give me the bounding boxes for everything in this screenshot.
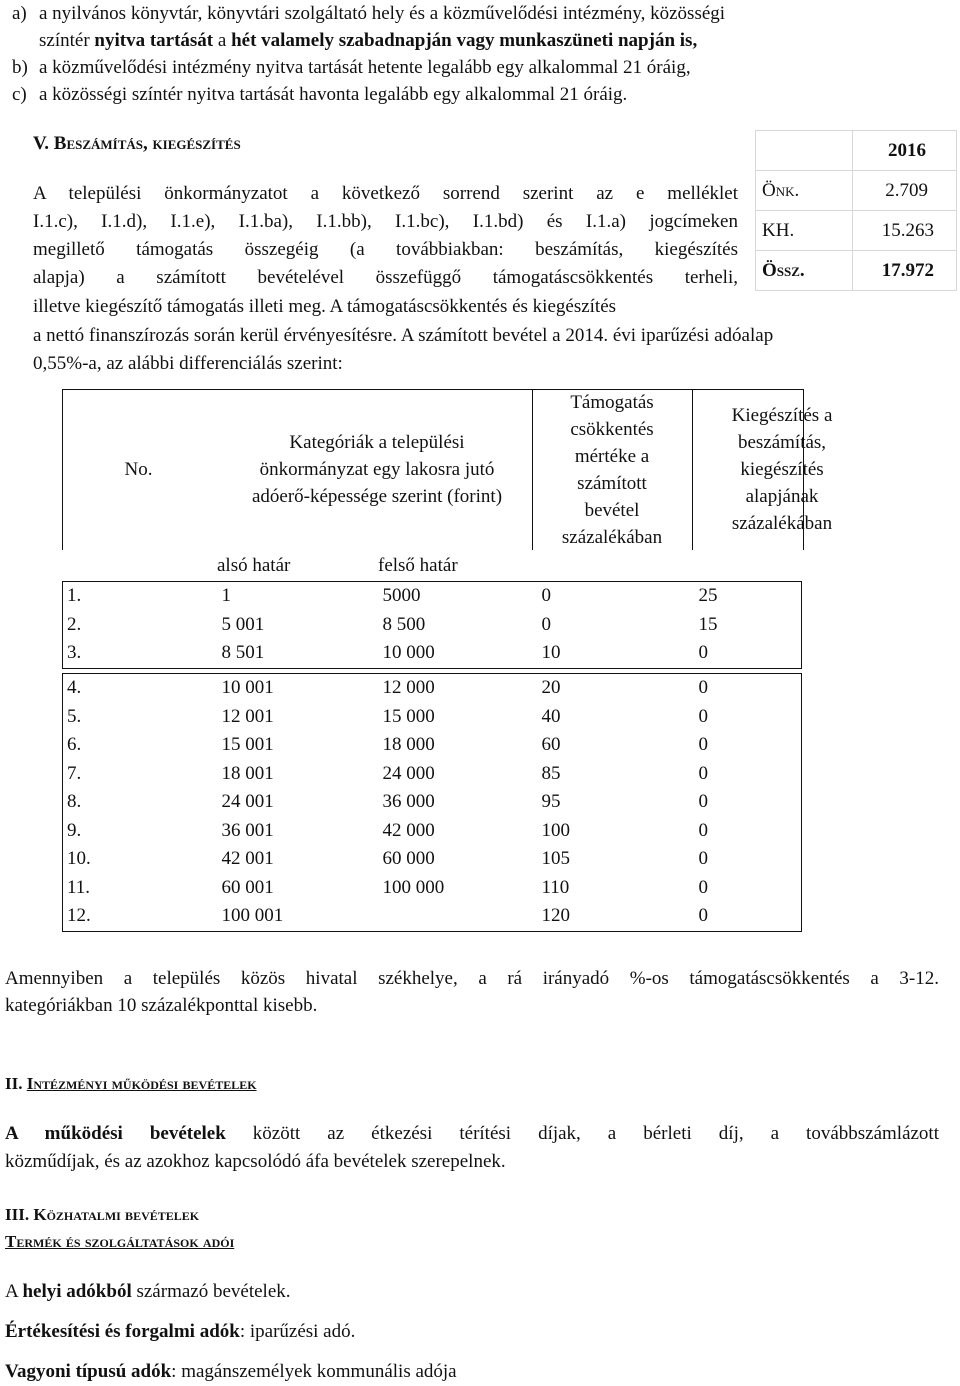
header-lower: alsó határ xyxy=(217,555,291,576)
paragraph-line-5: illetve kiegészítő támogatás illeti meg. A támogatáscsökkentés és kiegészítés xyxy=(33,296,617,317)
list-item-c: c) a közösségi színtér nyitva tartását havonta legalább egy alkalommal 21 óráig. xyxy=(12,84,628,105)
cell-reduction: 0 xyxy=(541,613,551,635)
cell-reduction: 20 xyxy=(538,674,695,703)
section-v-heading: V. Beszámítás, kiegészítés xyxy=(33,133,241,154)
header-supplement: Kiegészítés a beszámítás, kiegészítés alapjának százalékában xyxy=(731,405,833,534)
table-row xyxy=(63,845,802,874)
cell-supplement: 0 xyxy=(695,817,802,846)
cell-reduction: 60 xyxy=(541,734,561,756)
note-line-1: Amennyiben a település közös hivatal székhelye, a rá irányadó %-os támogatáscsökkentés a 3-12. xyxy=(5,968,939,989)
table-row xyxy=(63,817,802,846)
paragraph-line-1: A települési önkormányzatot a következő sorrend szerint az e melléklet xyxy=(33,183,738,204)
main-table-header xyxy=(62,389,833,580)
local-tax-line: A helyi adókból származó bevételek. xyxy=(5,1281,291,1302)
subsection-heading: Termék és szolgáltatások adói xyxy=(5,1232,235,1251)
cell-upper: 10 000 xyxy=(379,639,538,668)
cell-supplement: 0 xyxy=(695,874,802,903)
side-value-ossz: 17.972 xyxy=(853,251,957,291)
list-item-a: a) a nyilvános könyvtár, könyvtári szolgáltató hely és a közművelődési intézmény, közösségi xyxy=(12,3,726,24)
section-iii-heading: III. Közhatalmi bevételek xyxy=(5,1205,200,1224)
side-label-ossz: Össz. xyxy=(756,251,853,291)
main-table-rows-a xyxy=(62,581,802,669)
cell-lower: 5 001 xyxy=(221,613,265,635)
side-value-kh: 15.263 xyxy=(853,211,957,251)
cell-supplement: 0 xyxy=(695,760,802,789)
header-upper: felső határ xyxy=(378,555,458,576)
cell-lower: 42 001 xyxy=(221,848,274,870)
cell-no: 1. xyxy=(63,582,218,611)
paragraph-line-4: alapja) a számított bevételével összefüggő támogatáscsökkentés terheli, xyxy=(33,267,738,288)
cell-supplement: 0 xyxy=(695,845,802,874)
cell-lower: 12 001 xyxy=(221,705,274,727)
paragraph-line-7: 0,55%-a, az alábbi differenciálás szerint: xyxy=(33,353,343,374)
table-row xyxy=(63,874,802,903)
cell-upper: 42 000 xyxy=(382,819,435,841)
table-row xyxy=(63,582,802,611)
cell-no: 3. xyxy=(63,639,218,668)
table-row xyxy=(63,788,802,817)
cell-upper: 24 000 xyxy=(382,762,435,784)
property-tax-line: Vagyoni típusú adók: magánszemélyek kommunális adója xyxy=(5,1361,457,1382)
cell-reduction: 105 xyxy=(541,848,570,870)
table-row xyxy=(63,639,802,668)
list-item-a-cont: színtér nyitva tartását a hét valamely szabadnapján vagy munkaszüneti napján is, xyxy=(39,30,698,51)
cell-no: 9. xyxy=(63,817,218,846)
cell-reduction: 10 xyxy=(538,639,695,668)
cell-reduction: 120 xyxy=(538,902,695,931)
cell-supplement: 0 xyxy=(695,902,802,931)
cell-reduction: 110 xyxy=(541,876,570,898)
paragraph-line-3: megillető támogatás összegéig (a továbbiakban: beszámítás, kiegészítés xyxy=(33,239,738,260)
cell-upper: 12 000 xyxy=(379,674,538,703)
cell-upper: 5000 xyxy=(379,582,538,611)
cell-upper: 8 500 xyxy=(382,613,426,635)
side-label-kh: KH. xyxy=(756,211,853,251)
cell-reduction: 95 xyxy=(541,791,561,813)
cell-reduction: 85 xyxy=(541,762,561,784)
table-row xyxy=(63,731,802,760)
cell-no: 11. xyxy=(63,874,218,903)
sales-tax-line: Értékesítési és forgalmi adók: iparűzési adó. xyxy=(5,1321,356,1342)
cell-supplement: 25 xyxy=(695,582,802,611)
cell-lower: 24 001 xyxy=(221,791,274,813)
cell-lower: 18 001 xyxy=(221,762,274,784)
cell-lower: 100 001 xyxy=(218,902,379,931)
side-year: 2016 xyxy=(853,131,957,171)
cell-supplement: 15 xyxy=(695,611,802,640)
list-item-b: b) a közművelődési intézmény nyitva tartását hetente legalább egy alkalommal 21 óráig, xyxy=(12,57,691,78)
note-line-2: kategóriákban 10 százalékponttal kisebb. xyxy=(5,995,318,1016)
cell-lower: 60 001 xyxy=(221,876,274,898)
paragraph-line-6: a nettó finanszírozás során kerül érvényesítésre. A számított bevétel a 2014. évi iparűzési adóalap xyxy=(33,325,774,346)
cell-upper: 15 000 xyxy=(382,705,435,727)
cell-lower: 36 001 xyxy=(221,819,274,841)
cell-upper xyxy=(379,902,538,931)
cell-no: 5. xyxy=(63,703,218,732)
table-row xyxy=(63,703,802,732)
cell-no: 8. xyxy=(63,788,218,817)
table-row xyxy=(63,674,802,703)
cell-supplement: 0 xyxy=(695,639,802,668)
cell-no: 2. xyxy=(63,611,218,640)
cell-upper: 60 000 xyxy=(382,848,435,870)
section-ii-heading: II. Intézményi működési bevételek xyxy=(5,1074,257,1093)
cell-no: 7. xyxy=(63,760,218,789)
cell-reduction: 40 xyxy=(541,705,561,727)
cell-supplement: 0 xyxy=(695,788,802,817)
cell-lower: 8 501 xyxy=(218,639,379,668)
side-label-onk: Önk. xyxy=(756,171,853,211)
header-no: No. xyxy=(124,459,153,480)
table-row xyxy=(63,611,802,640)
cell-upper: 18 000 xyxy=(382,734,435,756)
section-ii-paragraph-line-2: közműdíjak, és az azokhoz kapcsolódó áfa bevételek szerepelnek. xyxy=(5,1151,506,1172)
section-ii-paragraph-line-1: A működési bevételek között az étkezési térítési díjak, a bérleti díj, a továbbszámlázott xyxy=(5,1123,939,1144)
cell-reduction: 0 xyxy=(538,582,695,611)
header-category: Kategóriák a települési önkormányzat egy lakosra jutó adóerő-képessége szerint (forint) xyxy=(251,432,503,507)
main-table-rows-b xyxy=(62,673,802,932)
cell-no: 10. xyxy=(63,845,218,874)
cell-upper: 36 000 xyxy=(382,791,435,813)
side-value-onk: 2.709 xyxy=(853,171,957,211)
cell-lower: 15 001 xyxy=(221,734,274,756)
cell-no: 6. xyxy=(63,731,218,760)
paragraph-line-2: I.1.c), I.1.d), I.1.e), I.1.ba), I.1.bb), I.1.bc), I.1.bd) és I.1.a) jogcímeken xyxy=(33,211,738,232)
cell-lower: 10 001 xyxy=(218,674,379,703)
cell-no: 4. xyxy=(63,674,218,703)
cell-supplement: 0 xyxy=(695,674,802,703)
side-summary-table xyxy=(755,130,957,291)
header-reduction: Támogatás csökkentés mértéke a számított bevétel százalékában xyxy=(561,392,663,548)
cell-lower: 1 xyxy=(218,582,379,611)
cell-no: 12. xyxy=(63,902,218,931)
cell-upper: 100 000 xyxy=(382,876,445,898)
table-row xyxy=(63,902,802,931)
cell-supplement: 0 xyxy=(695,703,802,732)
table-row xyxy=(63,760,802,789)
cell-reduction: 100 xyxy=(541,819,570,841)
cell-supplement: 0 xyxy=(695,731,802,760)
